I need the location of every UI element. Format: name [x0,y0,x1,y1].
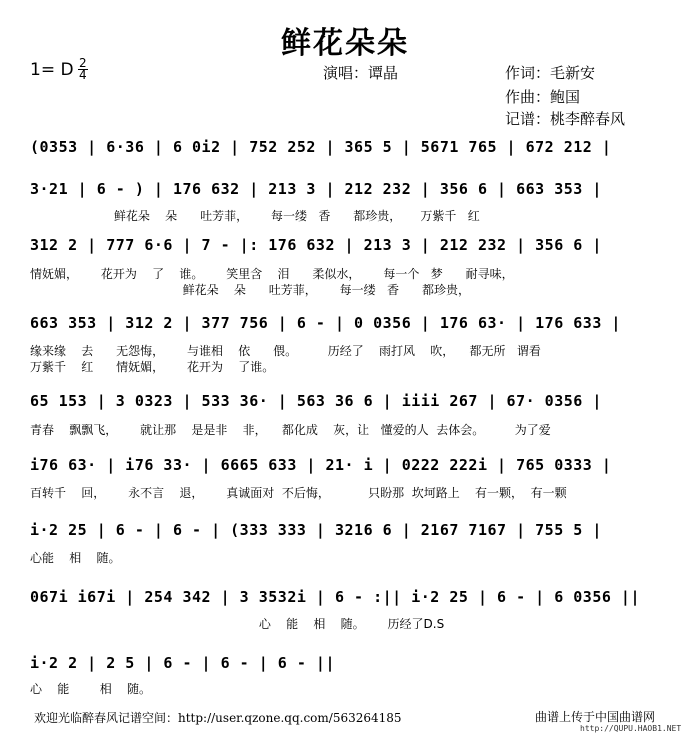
lyric-line-7: 百转千 回， 永不言 退， 真诚面对 不后悔， 只盼那 坎坷路上 有一颗， 有一颗 [30,486,567,500]
staff-line-6: i76 63· | i76 33· | 6665 633 | 21· i | 0222 222i | 765 0333 | [30,456,612,474]
song-title: 鲜花朵朵 [281,26,409,61]
composer-credit: 作曲：鲍国 [505,88,581,106]
footer-url: 欢迎光临醉春风记谱空间：http://user.qzone.qq.com/563264185 [34,711,402,725]
lyric-line-5: 万紫千 红 情妩媚， 花开为 了谁。 [30,360,275,374]
singer-credit: 演唱：谭晶 [323,64,399,82]
lyric-line-1: 鲜花朵 朵 吐芳菲， 每一缕 香 都珍贵， 万紫千 红 [30,209,480,223]
time-signature-denominator: 4 [79,68,87,82]
staff-line-7: i·2 25 | 6 - | 6 - | (333 333 | 3216 6 | 2167 7167 | 755 5 | [30,521,602,539]
watermark-url: http://QUPU.HAOB1.NET [580,724,682,733]
transcriber-credit: 记谱：桃李醉春风 [505,110,626,128]
lyricist-credit: 作词：毛新安 [505,64,596,82]
watermark-text: 曲谱上传于中国曲谱网 [535,710,656,724]
lyric-line-3: 鲜花朵 朵 吐芳菲， 每一缕 香 都珍贵， [30,283,470,297]
lyric-line-8: 心能 相 随。 [30,551,121,565]
key-signature: 1= D [30,60,74,80]
staff-line-2: 3·21 | 6 - ) | 176 632 | 213 3 | 212 232 | 356 6 | 663 353 | [30,180,602,198]
lyric-line-10: 心 能 相 随。 [30,682,152,696]
staff-line-9: i·2 2 | 2 5 | 6 - | 6 - | 6 - || [30,654,335,672]
lyric-line-2: 情妩媚， 花开为 了 谁。 笑里含 泪 柔似水， 每一个 梦 耐寻味， [30,267,514,281]
lyric-line-6: 青春 飘飘飞， 就让那 是是非 非， 都化成 灰，让 懂爱的人 去体会。 为了爱 [30,423,551,437]
staff-line-1: (0353 | 6·36 | 6 0i2 | 752 252 | 365 5 | 5671 765 | 672 212 | [30,138,612,156]
staff-line-8: 067i i67i | 254 342 | 3 3532i | 6 - :|| i·2 25 | 6 - | 6 0356 || [30,588,640,606]
lyric-line-4: 缘来缘 去 无怨悔， 与谁相 依 偎。 历经了 雨打风 吹， 都无所 谓看 [30,344,541,358]
lyric-line-9: 心 能 相 随。 历经了D.S [30,617,445,631]
time-signature-numerator: 2 [79,56,87,70]
staff-line-4: 663 353 | 312 2 | 377 756 | 6 - | 0 0356 | 176 63· | 176 633 | [30,314,621,332]
time-signature [78,58,88,81]
staff-line-3: 312 2 | 777 6·6 | 7 - |: 176 632 | 213 3 | 212 232 | 356 6 | [30,236,602,254]
staff-line-5: 65 153 | 3 0323 | 533 36· | 563 36 6 | iiii 267 | 67· 0356 | [30,392,602,410]
